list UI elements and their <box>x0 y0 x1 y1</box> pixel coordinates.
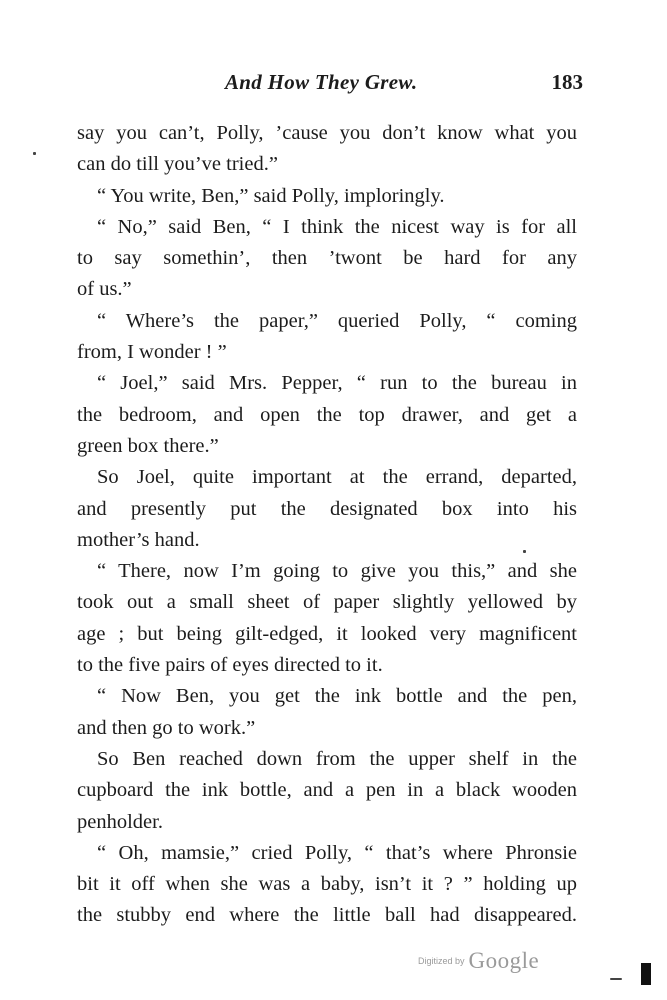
text-line: “ Oh, mamsie,” cried Polly, “ that’s where Phronsie <box>97 841 577 864</box>
text-line: “ There, now I’m going to give you this,” and she <box>97 560 577 583</box>
text-line: “ Joel,” said Mrs. Pepper, “ run to the bureau in <box>97 372 577 395</box>
text-line: “ Where’s the paper,” queried Polly, “ coming <box>97 309 577 332</box>
text-line: “ You write, Ben,” said Polly, imploringly. <box>97 184 445 207</box>
text-line: So Joel, quite important at the errand, departed, <box>97 466 577 489</box>
body-text <box>77 118 577 932</box>
google-label: Google <box>468 948 540 973</box>
page-number: 183 <box>551 70 583 94</box>
digitized-by-google-watermark <box>418 948 539 974</box>
text-line: say you can’t, Polly, ’cause you don’t know what you <box>77 122 577 144</box>
text-line: can do till you’ve tried.” <box>77 153 278 176</box>
text-line: cupboard the ink bottle, and a pen in a black wooden <box>77 779 577 802</box>
text-line: to the five pairs of eyes directed to it. <box>77 654 383 677</box>
text-line: and presently put the designated box into his <box>77 497 577 520</box>
digitized-label: Digitized by <box>418 956 465 966</box>
text-line: bit it off when she was a baby, isn’t it ? ” holding up <box>77 873 577 896</box>
text-line: age ; but being gilt-edged, it looked very magnificent <box>77 622 577 645</box>
text-line: penholder. <box>77 810 163 833</box>
running-title: And How They Grew. <box>225 70 418 94</box>
text-line: the bedroom, and open the top drawer, and get a <box>77 403 577 426</box>
text-line: “ Now Ben, you get the ink bottle and the pen, <box>97 685 577 708</box>
text-line: from, I wonder ! ” <box>77 341 227 364</box>
scan-speck <box>610 978 622 980</box>
text-line: mother’s hand. <box>77 528 200 551</box>
page-header <box>0 70 667 104</box>
scan-speck <box>33 152 36 155</box>
text-line: the stubby end where the little ball had disappeared. <box>77 904 577 927</box>
text-line: to say somethin’, then ’twont be hard for any <box>77 247 577 270</box>
text-line: “ No,” said Ben, “ I think the nicest way is for all <box>97 215 577 238</box>
text-line: So Ben reached down from the upper shelf in the <box>97 747 577 770</box>
text-line: and then go to work.” <box>77 716 256 739</box>
scan-corner-mark <box>641 963 651 985</box>
scan-speck <box>523 550 526 553</box>
text-line: green box there.” <box>77 434 219 457</box>
text-line: of us.” <box>77 278 132 301</box>
text-line: took out a small sheet of paper slightly yellowed by <box>77 591 577 614</box>
